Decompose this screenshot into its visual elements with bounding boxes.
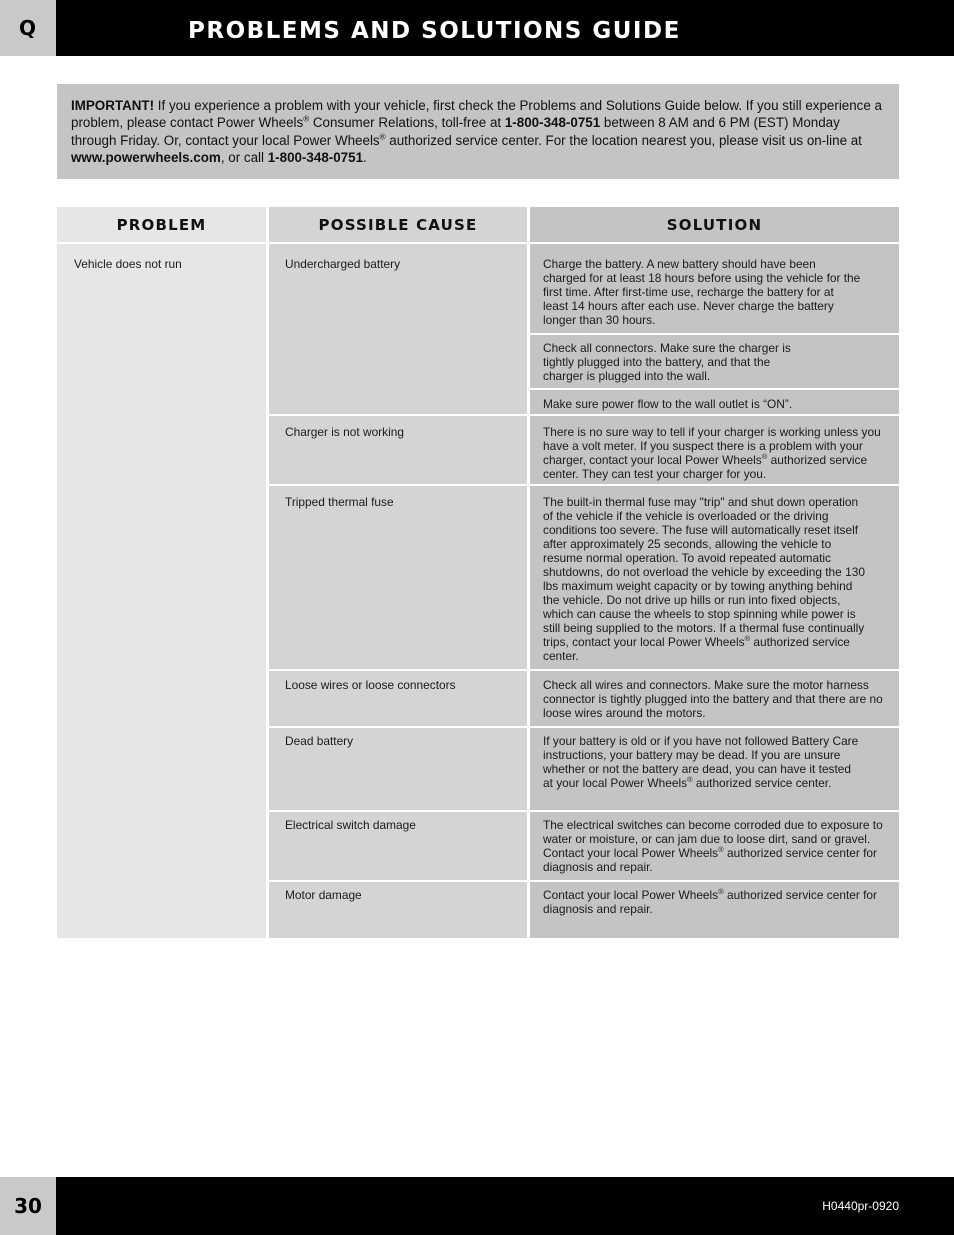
- registered-mark: ®: [744, 634, 751, 644]
- registered-mark: ®: [687, 775, 693, 785]
- row-divider: [530, 388, 899, 390]
- problem-column: [57, 207, 266, 938]
- page-footer: [0, 1177, 954, 1235]
- header-cause: POSSIBLE CAUSE: [318, 215, 478, 234]
- important-text-6: .: [363, 150, 367, 166]
- registered-mark: ®: [379, 132, 386, 142]
- solution-cell: [543, 888, 883, 916]
- solution-cell: [543, 818, 883, 874]
- solution-text: authorized service center.: [692, 776, 832, 790]
- cause-cell: Loose wires or loose connectors: [285, 678, 456, 692]
- cause-cell: Undercharged battery: [285, 257, 401, 271]
- solution-text: authorized service center. They can test your charger for you.: [543, 453, 868, 481]
- row-divider: [269, 726, 899, 728]
- row-divider: [269, 810, 899, 812]
- important-text-2: Consumer Relations, toll-free at: [309, 115, 505, 131]
- important-text-4: authorized service center. For the location nearest you, please visit us on-line at: [385, 132, 862, 148]
- solution-text: The electrical switches can become corroded due to exposure to water or moisture, or can jam due to loose dirt, sand or gravel. Contact your local Power Wheels: [543, 818, 883, 860]
- solution-cell: [543, 734, 863, 790]
- cause-cell: Motor damage: [285, 888, 362, 902]
- header-divider: [57, 242, 899, 244]
- row-divider: [269, 414, 899, 416]
- cause-cell: Tripped thermal fuse: [285, 495, 394, 509]
- solution-text: Contact your local Power Wheels: [543, 888, 719, 902]
- row-divider: [269, 669, 899, 671]
- registered-mark: ®: [718, 845, 724, 855]
- solution-text: If your battery is old or if you have not followed Battery Care instructions, your battery may be dead. If you are unsure whether or not the battery are dead, you can have it tested at your local Power Wheels: [543, 734, 859, 790]
- page-title: PROBLEMS AND SOLUTIONS GUIDE: [188, 18, 681, 44]
- solution-cell: Check all connectors. Make sure the charger is tightly plugged into the battery, and that the charger is plugged into the wall.: [543, 341, 791, 383]
- important-label: IMPORTANT!: [71, 98, 155, 113]
- important-text-5: , or call: [220, 150, 268, 166]
- solution-text: authorized service center.: [543, 635, 850, 663]
- cause-cell: Electrical switch damage: [285, 818, 416, 832]
- solution-text: authorized service center for diagnosis and repair.: [543, 888, 878, 916]
- solution-cell: Check all wires and connectors. Make sure the motor harness connector is tightly plugged into the battery and that there are no loose wires around the motors.: [543, 678, 883, 720]
- header-problem: PROBLEM: [116, 215, 207, 234]
- registered-mark: ®: [718, 887, 724, 897]
- solution-cell: [543, 495, 871, 663]
- solution-cell: Charge the battery. A new battery should have been charged for at least 18 hours before using the vehicle for the first time. After first-time use, recharge the battery for at least 14 hours after each use. Never charge the battery longer than 30 hours.: [543, 257, 861, 327]
- section-letter-tab: Q: [0, 0, 56, 56]
- header-solution: SOLUTION: [666, 215, 763, 234]
- document-code: H0440pr-0920: [822, 1199, 899, 1213]
- solution-text: The built-in thermal fuse may "trip" and shut down operation of the vehicle if the vehicle is overloaded or the driving conditions too severe. The fuse will automatically reset itself after approximately 25 seconds, allowing the vehicle to resume normal operation. To avoid repeated automatic shutdowns, do not overload the vehicle by exceeding the 130 lbs maximum weight capacity or by towing anything behind the vehicle. Do not drive up hills or run into fixed objects, which can cause the wheels to stop spinning while power is still being supplied to the motors. If a thermal fuse continually trips, contact your local Power Wheels: [543, 495, 865, 649]
- phone-number: 1-800-348-0751: [504, 115, 601, 131]
- solution-text: There is no sure way to tell if your charger is working unless you have a volt meter. If you suspect there is a problem with your charger, contact your local Power Wheels: [543, 425, 881, 467]
- row-divider: [530, 333, 899, 335]
- phone-number: 1-800-348-0751: [267, 150, 364, 166]
- registered-mark: ®: [303, 114, 310, 124]
- problem-cell: Vehicle does not run: [74, 257, 182, 271]
- registered-mark: ®: [761, 452, 768, 462]
- important-notice: [57, 84, 899, 179]
- solution-cell: [543, 425, 881, 481]
- row-divider: [269, 880, 899, 882]
- solution-cell: Make sure power flow to the wall outlet is “ON”.: [543, 397, 793, 411]
- solution-text: authorized service center for diagnosis and repair.: [543, 846, 878, 874]
- website-link[interactable]: www.powerwheels.com: [71, 150, 221, 166]
- page-header: [0, 0, 954, 56]
- page-number: 30: [0, 1177, 56, 1235]
- cause-cell: Charger is not working: [285, 425, 404, 439]
- important-text-1: If you experience a problem with your vehicle, first check the Problems and Solutions Guide below. If you still experience a problem, please contact Power Wheels: [71, 98, 882, 131]
- row-divider: [269, 484, 899, 486]
- important-text-3: between 8 AM and 6 PM (EST) Monday through Friday. Or, contact your local Power Wheels: [71, 115, 840, 148]
- cause-cell: Dead battery: [285, 734, 354, 748]
